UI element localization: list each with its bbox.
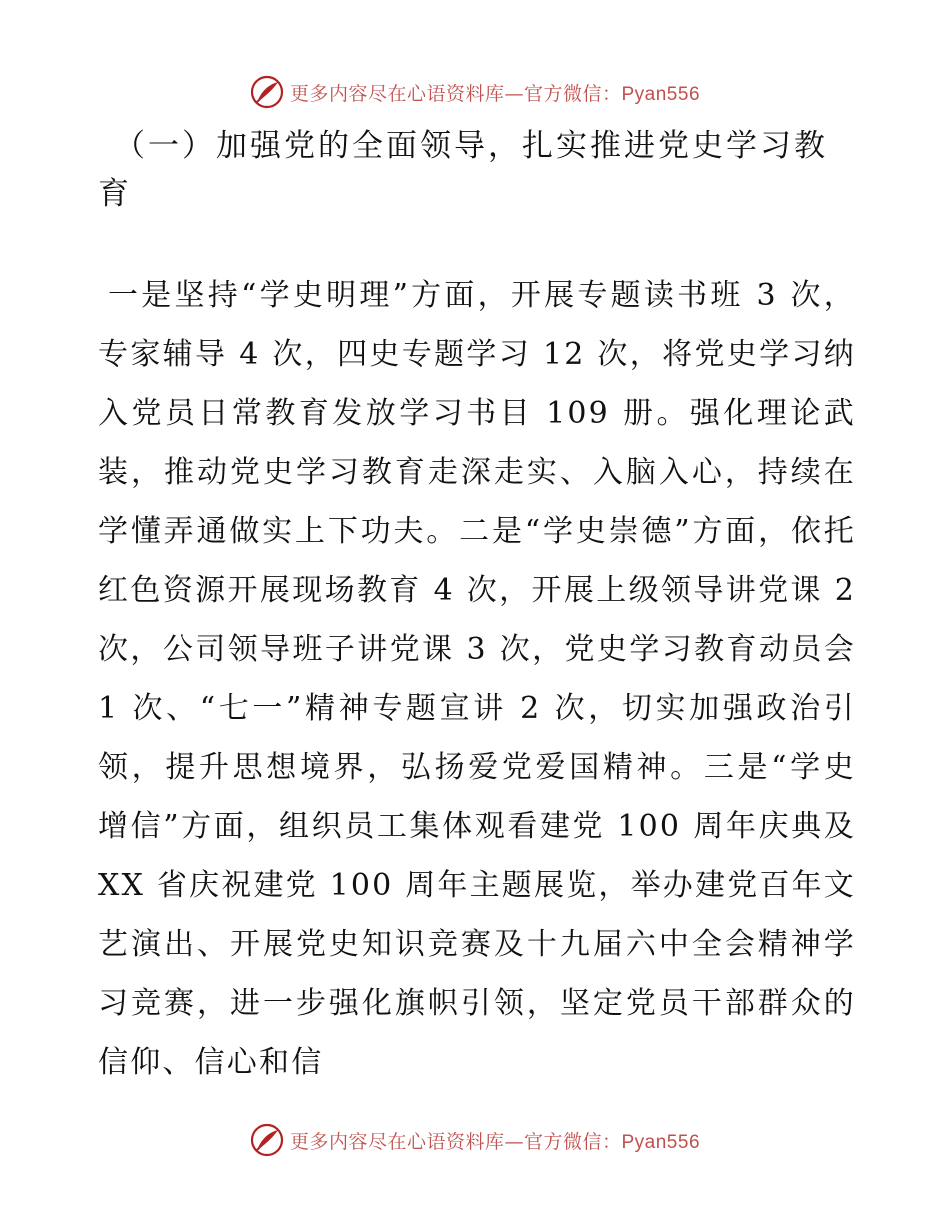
header-banner-text: 更多内容尽在心语资料库—官方微信：Pyan556 xyxy=(289,82,701,105)
header-watermark-banner xyxy=(0,72,950,112)
footer-banner-handle: Pyan556 xyxy=(621,1131,701,1153)
document-content xyxy=(98,122,856,1092)
footer-watermark-banner xyxy=(0,1120,950,1160)
body-paragraph: 一是坚持“学史明理”方面，开展专题读书班 3 次，专家辅导 4 次，四史专题学习 12 次，将党史学习纳入党员日常教育发放学习书目 109 册。强化理论武装，推动党史学习教育走深走实、入脑入心，持续在学懂弄通做实上下功夫。二是“学史崇德”方面，依托红色资源开展现场教育 4 次，开展上级领导讲党课 2 次，公司领导班子讲党课 3 次，党史学习教育动员会 1 次、“七一”精神专题宣讲 2 次，切实加强政治引领，提升思想境界，弘扬爱党爱国精神。三是“学史增信”方面，组织员工集体观看建党 100 周年庆典及 XX 省庆祝建党 100 周年主题展览，举办建党百年文艺演出、开展党史知识竞赛及十九届六中全会精神学习竞赛，进一步强化旗帜引领，坚定党员干部群众的信仰、信心和信 xyxy=(98,278,856,1080)
header-banner-handle: Pyan556 xyxy=(621,83,701,105)
section-heading: （一）加强党的全面领导，扎实推进党史学习教育 xyxy=(98,128,828,212)
pen-feather-logo-icon xyxy=(250,1123,284,1157)
footer-banner-text: 更多内容尽在心语资料库—官方微信：Pyan556 xyxy=(289,1130,701,1153)
pen-feather-logo-icon xyxy=(250,75,284,109)
